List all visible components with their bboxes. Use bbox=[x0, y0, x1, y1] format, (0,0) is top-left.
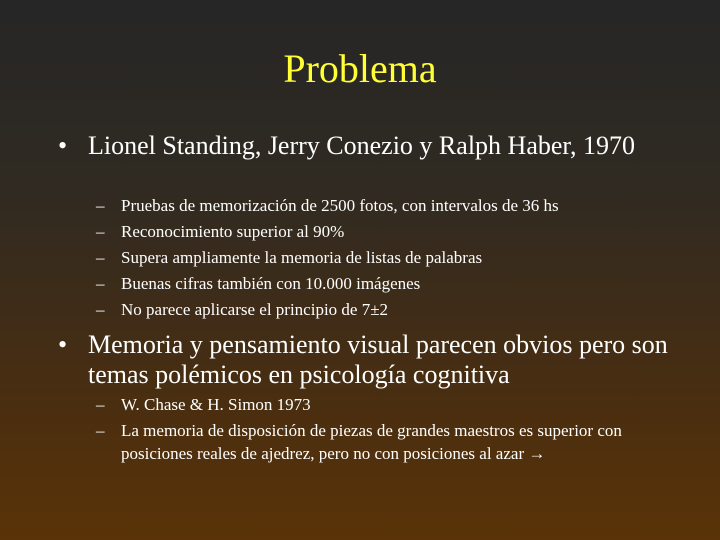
sub-bullet-text: No parece aplicarse el principio de 7±2 bbox=[121, 300, 389, 319]
sub-bullet-marker: – bbox=[96, 421, 105, 440]
sub-bullet-text: Pruebas de memorización de 2500 fotos, con intervalos de 36 hs bbox=[121, 196, 559, 215]
sub-bullet-marker: – bbox=[96, 274, 105, 293]
sub-bullet-marker: – bbox=[96, 395, 105, 414]
bullet-text: Lionel Standing, Jerry Conezio y Ralph Haber, 1970 bbox=[88, 131, 636, 160]
sub-bullet-text: W. Chase & H. Simon 1973 bbox=[121, 395, 311, 414]
slide-title: Problema bbox=[283, 46, 437, 91]
sub-bullet-text: La memoria de disposición de piezas de grandes maestros es superior con posiciones reales de ajedrez, pero no con posiciones al azar → bbox=[121, 421, 622, 463]
sub-bullet-marker: – bbox=[96, 196, 105, 215]
sub-bullet-text: Reconocimiento superior al 90% bbox=[121, 222, 345, 241]
sub-bullet-marker: – bbox=[96, 248, 105, 267]
bullet-marker: • bbox=[58, 330, 68, 359]
sub-bullet-text: Buenas cifras también con 10.000 imágenes bbox=[121, 274, 421, 293]
bullet-marker: • bbox=[58, 131, 68, 160]
bullet-text: Memoria y pensamiento visual parecen obvios pero son temas polémicos en psicología cognitiva bbox=[88, 330, 668, 389]
sub-bullet-text: Supera ampliamente la memoria de listas de palabras bbox=[121, 248, 483, 267]
sub-bullet-marker: – bbox=[96, 222, 105, 241]
sub-bullet-marker: – bbox=[96, 300, 105, 319]
